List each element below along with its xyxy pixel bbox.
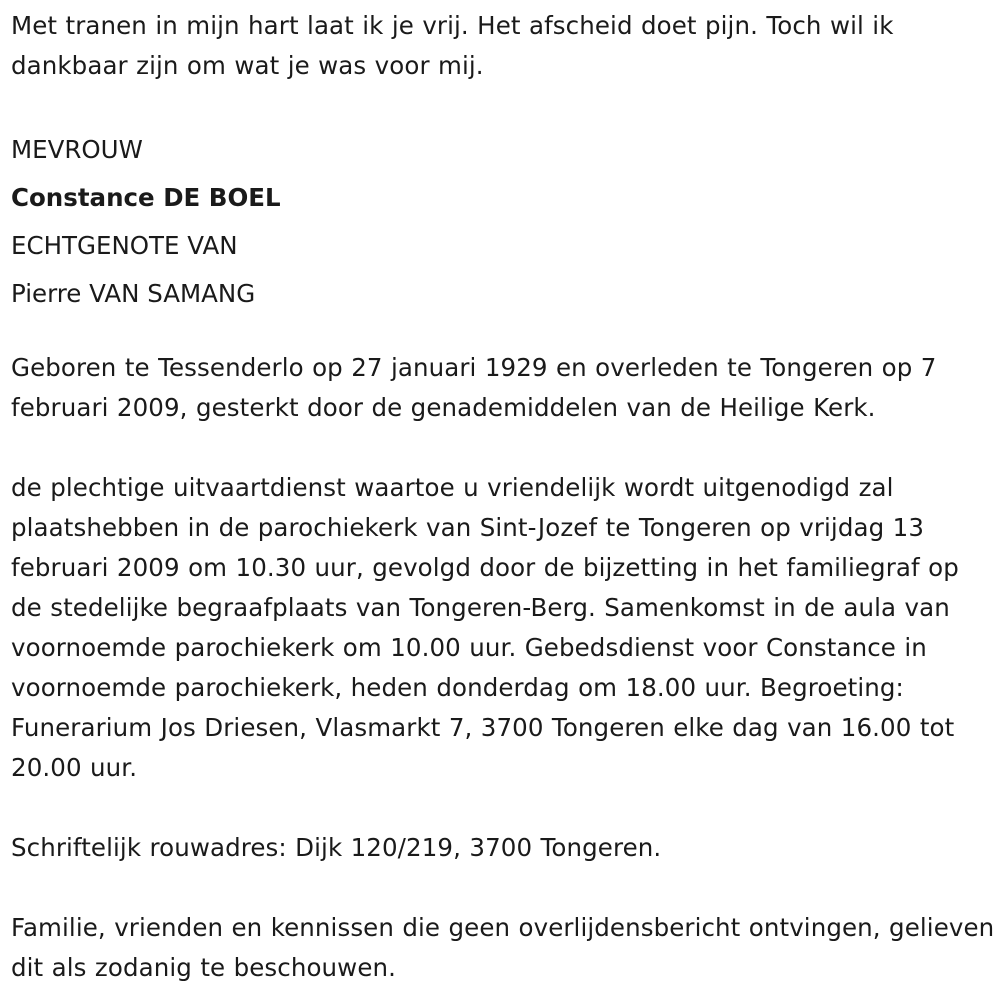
spacer	[11, 428, 996, 468]
relation-label: ECHTGENOTE VAN	[11, 231, 238, 260]
spacer	[11, 788, 996, 828]
closing-note: Familie, vrienden en kennissen die geen overlijdensbericht ontvingen, gelieven dit als zodanig te beschouwen.	[11, 913, 995, 982]
birth-death-paragraph: Geboren te Tessenderlo op 27 januari 1929 en overleden te Tongeren op 7 februari 2009, gesterkt door de genademiddelen van de Heilige Kerk.	[11, 353, 937, 422]
obituary-document	[11, 6, 996, 988]
opening-quote: Met tranen in mijn hart laat ik je vrij. Het afscheid doet pijn. Toch wil ik dankbaar zijn om wat je was voor mij.	[11, 11, 894, 80]
spouse-name: Pierre VAN SAMANG	[11, 279, 256, 308]
spacer	[11, 318, 996, 348]
deceased-name: Constance DE BOEL	[11, 183, 281, 212]
mourning-address: Schriftelijk rouwadres: Dijk 120/219, 3700 Tongeren.	[11, 833, 662, 862]
honorific: MEVROUW	[11, 135, 143, 164]
ceremony-paragraph: de plechtige uitvaartdienst waartoe u vriendelijk wordt uitgenodigd zal plaatshebben in de parochiekerk van Sint-Jozef te Tongeren op vrijdag 13 februari 2009 om 10.30 uur, gevolgd door de bijzetting in het familiegraf op de stedelijke begraafplaats van Tongeren-Berg. Samenkomst in de aula van voornoemde parochiekerk om 10.00 uur. Gebedsdienst voor Constance in voornoemde parochiekerk, heden donderdag om 18.00 uur. Begroeting: Funerarium Jos Driesen, Vlasmarkt 7, 3700 Tongeren elke dag van 16.00 tot 20.00 uur.	[11, 473, 959, 782]
spacer	[11, 868, 996, 908]
spacer	[11, 86, 996, 126]
deceased-header	[11, 126, 996, 318]
